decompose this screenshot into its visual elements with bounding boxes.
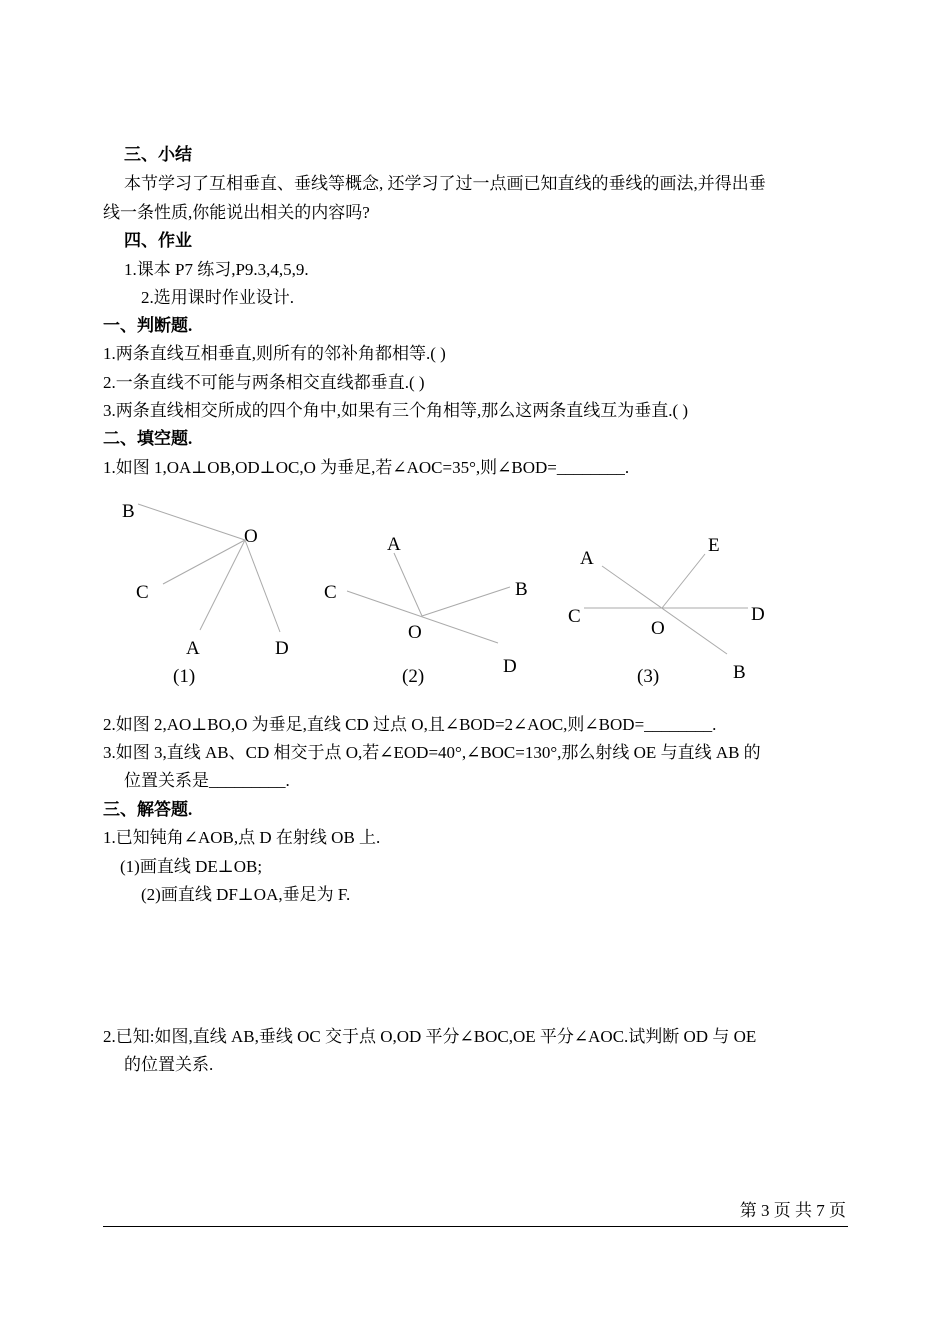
solve-question-2-line2: 的位置关系. <box>124 1055 214 1074</box>
fig3-caption: (3) <box>637 666 660 687</box>
solve-question-2-line1: 2.已知:如图,直线 AB,垂线 OC 交于点 O,OD 平分∠BOC,OE 平分∠AOC.试判断 OD 与 OE <box>103 1027 757 1046</box>
fill-question-1: 1.如图 1,OA⊥OB,OD⊥OC,O 为垂足,若∠AOC=35°,则∠BOD=________. <box>103 458 630 477</box>
fig1-label-o: O <box>244 526 258 547</box>
geometry-figures <box>100 490 800 700</box>
fill-question-3-line1: 3.如图 3,直线 AB、CD 相交于点 O,若∠EOD=40°,∠BOC=130°,那么射线 OE 与直线 AB 的 <box>103 743 761 762</box>
summary-heading: 三、小结 <box>124 145 192 164</box>
fig1-ray-od <box>245 540 280 632</box>
summary-body-line2: 线一条性质,你能说出相关的内容吗? <box>103 203 370 222</box>
fig2-label-a: A <box>387 534 401 555</box>
fig3-label-b: B <box>733 662 746 683</box>
page-number: 第 3 页 共 7 页 <box>739 1201 846 1220</box>
judge-question-2: 2.一条直线不可能与两条相交直线都垂直.( ) <box>103 373 425 392</box>
fig2-caption: (2) <box>402 666 425 687</box>
fill-question-2: 2.如图 2,AO⊥BO,O 为垂足,直线 CD 过点 O,且∠BOD=2∠AOC,则∠BOD=________. <box>103 715 717 734</box>
summary-body-line1: 本节学习了互相垂直、垂线等概念, 还学习了过一点画已知直线的垂线的画法,并得出垂 <box>124 174 766 193</box>
fig3-label-o: O <box>651 618 665 639</box>
fig1-ray-oc <box>163 540 245 584</box>
solve-question-1-part-b: (2)画直线 DF⊥OA,垂足为 F. <box>141 885 351 904</box>
judge-question-1: 1.两条直线互相垂直,则所有的邻补角都相等.( ) <box>103 344 446 363</box>
judge-question-3: 3.两条直线相交所成的四个角中,如果有三个角相等,那么这两条直线互为垂直.( ) <box>103 401 689 420</box>
fig2-label-d: D <box>503 656 517 677</box>
fill-question-3-line2: 位置关系是_________. <box>124 771 290 790</box>
fig2-ray-oa <box>394 553 422 616</box>
fig1-ray-oa <box>200 540 245 630</box>
fig1-label-a: A <box>186 638 200 659</box>
homework-item2: 2.选用课时作业设计. <box>141 288 294 307</box>
fig3-line-ab <box>602 566 727 654</box>
fig1-caption: (1) <box>173 666 196 687</box>
homework-item1: 1.课本 P7 练习,P9.3,4,5,9. <box>124 260 309 279</box>
fig1-label-b: B <box>122 501 135 522</box>
fig3-label-a: A <box>580 548 594 569</box>
fig3-label-e: E <box>708 535 720 556</box>
solve-heading: 三、解答题. <box>103 800 193 819</box>
fig2-ray-ob <box>422 587 510 616</box>
solve-question-1-part-a: (1)画直线 DE⊥OB; <box>120 857 263 876</box>
fig2-label-b: B <box>515 579 528 600</box>
fig1-label-c: C <box>136 582 149 603</box>
footer-divider <box>103 1226 848 1227</box>
fig2-label-o: O <box>408 622 422 643</box>
figures-area <box>100 490 800 700</box>
homework-heading: 四、作业 <box>124 231 192 250</box>
fig3-label-d: D <box>751 604 765 625</box>
judge-heading: 一、判断题. <box>103 316 193 335</box>
fig2-label-c: C <box>324 582 337 603</box>
fig1-label-d: D <box>275 638 289 659</box>
fill-heading: 二、填空题. <box>103 429 193 448</box>
fig1-ray-ob <box>138 504 245 540</box>
fig3-ray-oe <box>662 554 705 608</box>
fig3-label-c: C <box>568 606 581 627</box>
solve-question-1: 1.已知钝角∠AOB,点 D 在射线 OB 上. <box>103 828 381 847</box>
